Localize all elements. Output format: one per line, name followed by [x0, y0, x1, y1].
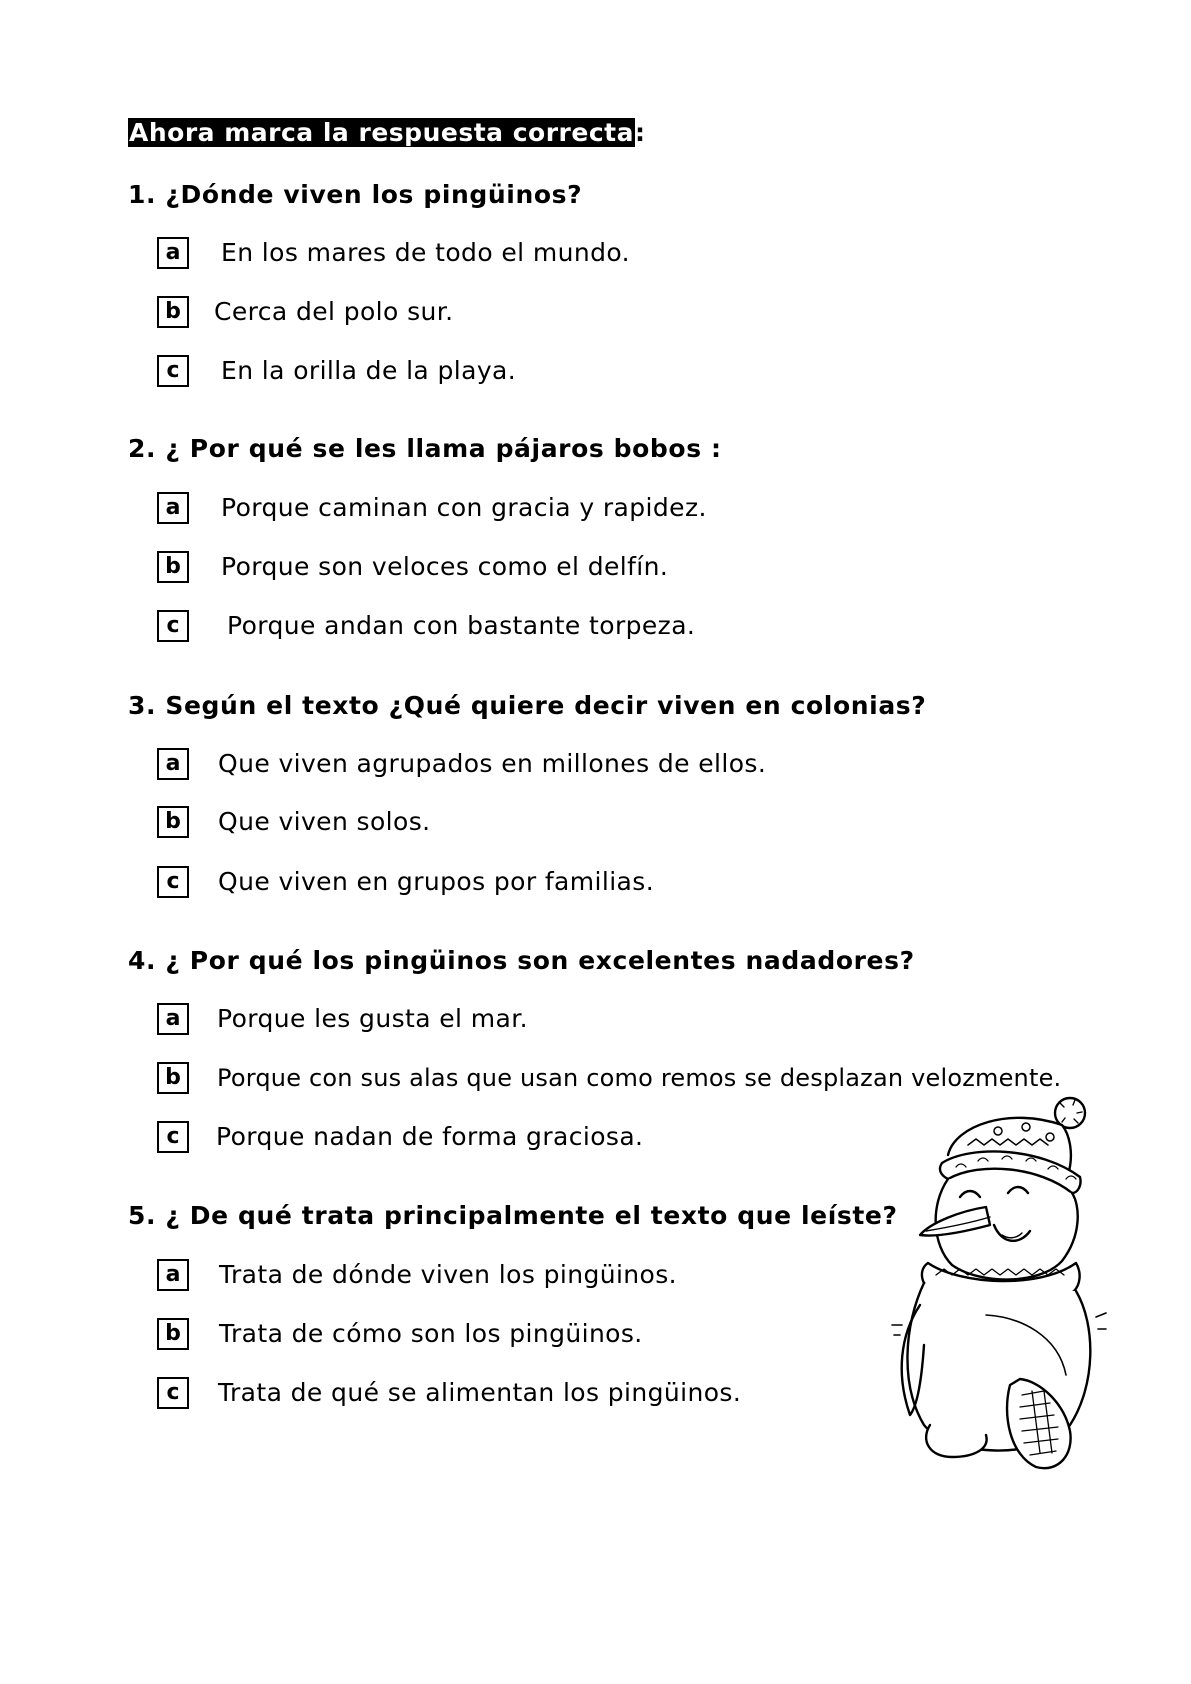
option-3a-box[interactable]: a [157, 748, 189, 780]
option-5a-text: Trata de dónde viven los pingüinos. [219, 1260, 678, 1289]
option-2c-text: Porque andan con bastante torpeza. [227, 611, 696, 640]
question-5: 5. ¿ De qué trata principalmente el texto que leíste? [128, 1201, 898, 1230]
penguin-illustration-icon [890, 1085, 1110, 1480]
option-4c-box[interactable]: c [157, 1121, 189, 1153]
question-1: 1. ¿Dónde viven los pingüinos? [128, 180, 583, 209]
instruction-heading-highlight: Ahora marca la respuesta correcta [129, 118, 634, 147]
option-5c-box[interactable]: c [157, 1377, 189, 1409]
option-3c-box[interactable]: c [157, 866, 189, 898]
option-3c-text: Que viven en grupos por familias. [218, 867, 655, 896]
question-2: 2. ¿ Por qué se les llama pájaros bobos : [128, 434, 722, 463]
option-1b-text: Cerca del polo sur. [214, 297, 454, 326]
option-2a-text: Porque caminan con gracia y rapidez. [221, 493, 707, 522]
option-5b-box[interactable]: b [157, 1318, 189, 1350]
option-2b-box[interactable]: b [157, 551, 189, 583]
option-5c-text: Trata de qué se alimentan los pingüinos. [218, 1378, 742, 1407]
option-4b-text: Porque con sus alas que usan como remos se desplazan velozmente. [217, 1064, 1062, 1092]
option-2c-box[interactable]: c [157, 610, 189, 642]
option-1b-box[interactable]: b [157, 296, 189, 328]
option-2a-box[interactable]: a [157, 492, 189, 524]
question-3: 3. Según el texto ¿Qué quiere decir viven en colonias? [128, 691, 927, 720]
option-2b-text: Porque son veloces como el delfín. [221, 552, 669, 581]
question-4: 4. ¿ Por qué los pingüinos son excelentes nadadores? [128, 946, 915, 975]
option-4b-box[interactable]: b [157, 1062, 189, 1094]
option-5b-text: Trata de cómo son los pingüinos. [219, 1319, 643, 1348]
option-1c-box[interactable]: c [157, 355, 189, 387]
option-5a-box[interactable]: a [157, 1259, 189, 1291]
option-4a-text: Porque les gusta el mar. [217, 1004, 528, 1033]
option-3b-text: Que viven solos. [218, 807, 431, 836]
option-4a-box[interactable]: a [157, 1003, 189, 1035]
option-1c-text: En la orilla de la playa. [221, 356, 517, 385]
option-4c-text: Porque nadan de forma graciosa. [216, 1122, 644, 1151]
option-3b-box[interactable]: b [157, 806, 189, 838]
instruction-heading-colon: : [634, 118, 646, 147]
instruction-heading [128, 113, 645, 153]
option-1a-box[interactable]: a [157, 237, 189, 269]
option-3a-text: Que viven agrupados en millones de ellos. [218, 749, 767, 778]
option-1a-text: En los mares de todo el mundo. [221, 238, 630, 267]
